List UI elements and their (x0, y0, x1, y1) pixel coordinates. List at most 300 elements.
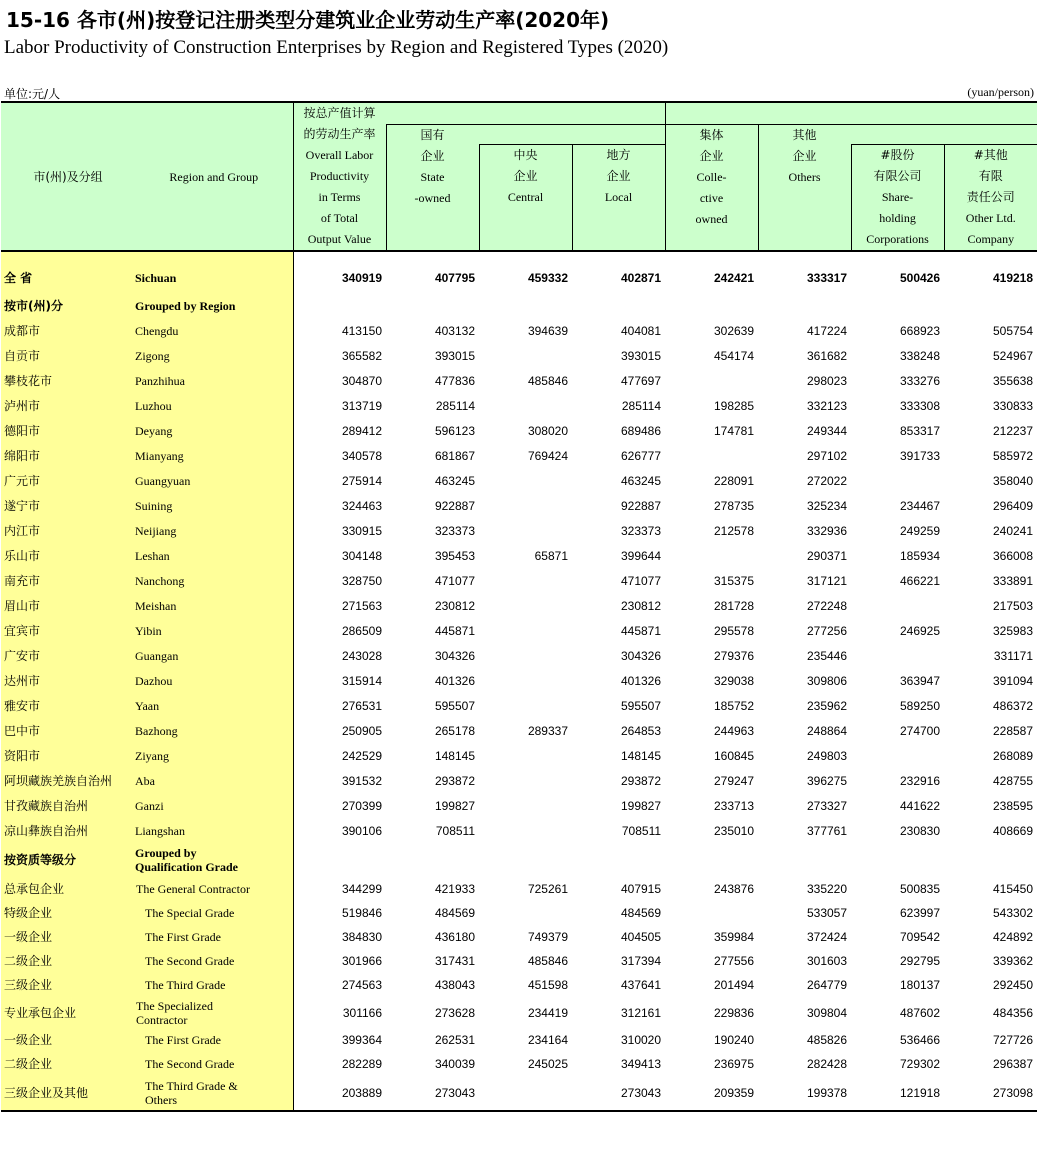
table-cell: 273043 (386, 1076, 479, 1111)
table-cell: 363947 (899, 673, 941, 688)
table-cell: 441622 (899, 798, 941, 813)
table-cell: 325234 (806, 498, 848, 513)
row-label-cn: 广安市 (1, 643, 135, 668)
table-cell: 199827 (434, 798, 475, 813)
table-cell: 209359 (665, 1076, 758, 1111)
table-cell: 330915 (341, 523, 382, 538)
table-cell: 451598 (527, 978, 568, 992)
header-collective: 集体 企业 Colle- ctive owned (665, 125, 758, 252)
table-cell: 281728 (713, 598, 755, 613)
row-label-en (135, 593, 293, 618)
table-cell: 198285 (713, 398, 755, 413)
table-cell: 304326 (434, 648, 475, 663)
table-cell: 477836 (434, 373, 475, 388)
table-cell: 317394 (620, 954, 662, 968)
table-cell: 596123 (434, 423, 475, 438)
table-row (1, 793, 1037, 818)
table-cell: 401326 (620, 673, 662, 688)
table-cell: 355638 (992, 373, 1034, 388)
row-label-en (135, 818, 293, 843)
table-cell: 262531 (434, 1033, 475, 1047)
table-cell: 249344 (806, 423, 848, 438)
row-label-cn: 甘孜藏族自治州 (1, 793, 135, 818)
table-row (1, 493, 1037, 518)
table-cell: 749379 (527, 930, 568, 944)
table-cell: 325983 (992, 623, 1034, 638)
table-cell: 454174 (713, 348, 755, 363)
table-cell: 393015 (620, 348, 662, 363)
table-cell: 228587 (992, 723, 1034, 738)
row-label-en-text: Panzhihua (135, 373, 185, 388)
table-title-cn: 15-16 各市(州)按登记注册类型分建筑业企业劳动生产率(2020年) (6, 8, 610, 32)
table-cell: 272022 (806, 473, 848, 488)
table-cell: 293872 (434, 773, 475, 788)
table-cell: 271563 (341, 598, 382, 613)
table-cell: 233713 (713, 798, 755, 813)
table-row (1, 1028, 1037, 1052)
table-cell: 199378 (758, 1076, 851, 1111)
row-label-cn: 专业承包企业 (1, 997, 135, 1028)
table-cell: 333891 (992, 573, 1034, 588)
row-label-cn: 全 省 (1, 262, 135, 293)
row-label-en (135, 973, 293, 997)
table-cell: 708511 (435, 823, 475, 838)
row-label-en-text: Zigong (135, 348, 170, 363)
row-label-cn: 雅安市 (1, 693, 135, 718)
table-cell: 404081 (620, 323, 662, 338)
table-cell: 595507 (434, 698, 475, 713)
row-label-cn: 绵阳市 (1, 443, 135, 468)
table-cell: 331171 (993, 648, 1034, 663)
row-label-en (135, 693, 293, 718)
table-row (1, 997, 1037, 1028)
row-label-cn: 总承包企业 (1, 877, 135, 901)
row-label-en (135, 518, 293, 543)
row-label-cn: 按资质等级分 (1, 843, 135, 877)
row-label-cn: 阿坝藏族羌族自治州 (1, 768, 135, 793)
spacer-row (1, 251, 1037, 262)
table-cell: 293872 (620, 773, 662, 788)
row-label-en-text: The First Grade (145, 1033, 221, 1047)
row-label-cn: 三级企业 (1, 973, 135, 997)
table-cell: 244963 (713, 723, 755, 738)
header-state-owned: 国有 企业 State -owned (386, 125, 479, 252)
table-row (1, 768, 1037, 793)
row-label-en-text: Guangan (135, 648, 179, 663)
table-cell: 365582 (341, 348, 382, 363)
table-cell (944, 843, 1037, 877)
row-label-en-text: Grouped by Region (135, 298, 236, 313)
table-cell: 277256 (806, 623, 848, 638)
table-cell: 417224 (806, 323, 848, 338)
table-cell: 689486 (620, 423, 662, 438)
table-cell: 395453 (434, 548, 475, 563)
table-cell: 289337 (527, 723, 568, 738)
row-label-en-text: Dazhou (135, 673, 173, 688)
table-cell: 201494 (713, 978, 755, 992)
table-cell: 238595 (992, 798, 1034, 813)
table-cell (479, 468, 572, 493)
row-label-en-text: Chengdu (135, 323, 179, 338)
row-label-en-text: The Special Grade (145, 906, 235, 920)
table-cell (479, 593, 572, 618)
header-others: 其他 企业 Others (758, 125, 851, 252)
table-cell: 769424 (527, 448, 568, 463)
row-label-en-text: The Specialized Contractor (136, 998, 213, 1027)
table-cell: 272248 (806, 598, 848, 613)
table-cell: 338248 (899, 348, 941, 363)
table-row (1, 543, 1037, 568)
row-label-en-text: The First Grade (145, 930, 221, 944)
table-cell: 270399 (341, 798, 382, 813)
table-cell: 304326 (620, 648, 662, 663)
table-cell: 279376 (713, 648, 755, 663)
table-cell: 249803 (806, 748, 848, 763)
table-row (1, 1052, 1037, 1076)
unit-label-cn: 单位:元/人 (4, 87, 61, 101)
table-cell: 524967 (992, 348, 1034, 363)
row-label-cn: 凉山彝族自治州 (1, 818, 135, 843)
table-row (1, 643, 1037, 668)
row-label-cn: 广元市 (1, 468, 135, 493)
table-cell: 485846 (527, 373, 568, 388)
table-cell: 709542 (899, 930, 941, 944)
row-label-en-text: The Third Grade (145, 978, 226, 992)
table-row (1, 1076, 1037, 1111)
table-cell: 424892 (992, 930, 1034, 944)
table-cell: 309806 (806, 673, 848, 688)
table-row (1, 418, 1037, 443)
table-cell: 273043 (572, 1076, 665, 1111)
table-cell: 249259 (899, 523, 941, 538)
table-cell: 315375 (713, 573, 755, 588)
table-cell: 384830 (341, 930, 382, 944)
row-label-en (135, 293, 293, 318)
table-cell (851, 743, 944, 768)
table-cell (944, 293, 1037, 318)
header-region-en: Region and Group (135, 102, 293, 251)
table-row (1, 973, 1037, 997)
table-cell: 317431 (434, 954, 475, 968)
table-cell: 302639 (713, 323, 755, 338)
table-cell (479, 901, 572, 925)
table-cell: 377761 (806, 823, 848, 838)
header-state-sub-band (479, 125, 665, 145)
table-cell (479, 493, 572, 518)
table-cell: 333317 (806, 270, 848, 285)
table-cell: 230812 (434, 598, 475, 613)
table-cell: 289412 (341, 423, 382, 438)
row-label-en-text: Luzhou (135, 398, 172, 413)
table-cell: 235962 (806, 698, 848, 713)
table-cell: 727726 (992, 1033, 1034, 1047)
table-cell: 236975 (713, 1057, 755, 1071)
table-cell: 304148 (341, 548, 382, 563)
table-cell: 235446 (806, 648, 848, 663)
table-cell (386, 293, 479, 318)
table-cell: 248864 (806, 723, 848, 738)
table-cell: 463245 (620, 473, 662, 488)
row-label-en (135, 793, 293, 818)
table-cell: 242529 (341, 748, 382, 763)
table-cell: 235010 (713, 823, 755, 838)
productivity-table (1, 101, 1037, 1112)
header-others-sub-band (851, 125, 1037, 145)
row-label-en-text: Yaan (135, 698, 160, 713)
table-cell (665, 443, 758, 468)
table-cell: 484356 (992, 1005, 1034, 1020)
table-header (1, 102, 1037, 251)
header-shareholding: #股份 有限公司 Share- holding Corporations (851, 145, 944, 252)
table-cell: 407915 (620, 882, 662, 896)
table-cell (665, 368, 758, 393)
table-cell (386, 843, 479, 877)
table-cell: 275914 (341, 473, 382, 488)
row-label-cn: 南充市 (1, 568, 135, 593)
row-label-en-text: The Second Grade (145, 954, 235, 968)
table-cell (479, 518, 572, 543)
table-cell: 65871 (534, 548, 568, 563)
table-cell: 234419 (527, 1005, 568, 1020)
table-cell: 340919 (341, 270, 382, 285)
table-cell: 232916 (899, 773, 941, 788)
table-cell (479, 818, 572, 843)
table-cell: 190240 (713, 1033, 755, 1047)
header-local: 地方 企业 Local (572, 145, 665, 252)
table-cell: 428755 (992, 773, 1034, 788)
table-cell: 273327 (806, 798, 848, 813)
unit-label-en: (yuan/person) (967, 85, 1034, 99)
row-label-en-text: Sichuan (135, 270, 177, 285)
table-cell: 533057 (806, 906, 848, 920)
table-cell: 273098 (944, 1076, 1037, 1111)
table-cell (479, 643, 572, 668)
table-cell: 500426 (899, 270, 941, 285)
table-cell: 437641 (620, 978, 662, 992)
table-cell: 174781 (713, 423, 755, 438)
table-row (1, 668, 1037, 693)
table-cell: 230812 (620, 598, 662, 613)
row-label-cn: 乐山市 (1, 543, 135, 568)
table-cell: 407795 (434, 270, 475, 285)
table-cell: 245025 (527, 1057, 568, 1071)
table-cell: 298023 (806, 373, 848, 388)
row-label-en (135, 443, 293, 468)
row-label-en-text: The General Contractor (136, 882, 250, 896)
table-cell (665, 901, 758, 925)
table-cell: 922887 (620, 498, 662, 513)
row-label-en (135, 768, 293, 793)
table-cell: 160845 (713, 748, 755, 763)
table-cell: 264853 (620, 723, 662, 738)
table-cell: 203889 (293, 1076, 386, 1111)
row-label-en-text: Deyang (135, 423, 173, 438)
table-cell (479, 293, 572, 318)
table-cell: 519846 (341, 906, 382, 920)
table-cell: 413150 (341, 323, 382, 338)
table-cell: 301166 (342, 1005, 382, 1020)
table-cell: 438043 (434, 978, 475, 992)
row-label-cn: 达州市 (1, 668, 135, 693)
table-cell: 279247 (713, 773, 755, 788)
table-cell: 585972 (992, 448, 1034, 463)
row-label-en (135, 843, 293, 877)
table-cell: 304870 (341, 373, 382, 388)
table-cell: 268089 (992, 748, 1034, 763)
table-cell (851, 293, 944, 318)
table-cell: 282289 (341, 1057, 382, 1071)
row-label-cn: 三级企业及其他 (1, 1076, 135, 1111)
table-row (1, 693, 1037, 718)
table-cell: 329038 (713, 673, 755, 688)
table-cell: 399364 (341, 1033, 382, 1047)
table-row (1, 262, 1037, 293)
table-row (1, 818, 1037, 843)
row-label-en (135, 718, 293, 743)
row-label-cn: 遂宁市 (1, 493, 135, 518)
table-cell: 399644 (620, 548, 662, 563)
table-row (1, 843, 1037, 877)
row-label-cn: 眉山市 (1, 593, 135, 618)
table-cell (758, 293, 851, 318)
table-cell: 543302 (992, 906, 1034, 920)
table-cell: 589250 (899, 698, 941, 713)
table-title-en: Labor Productivity of Construction Enterprises by Region and Registered Types (2020) (4, 37, 669, 58)
row-label-en (135, 1052, 293, 1076)
table-cell: 668923 (899, 323, 941, 338)
header-overall: 按总产值计算 的劳动生产率 Overall Labor Productivity in Terms of Total Output Value (293, 102, 386, 251)
table-cell: 246925 (899, 623, 941, 638)
table-cell: 264779 (806, 978, 848, 992)
table-cell: 408669 (992, 823, 1034, 838)
table-row (1, 901, 1037, 925)
table-cell: 212578 (713, 523, 755, 538)
table-cell: 366008 (992, 548, 1034, 563)
row-label-cn: 自贡市 (1, 343, 135, 368)
row-label-en (135, 543, 293, 568)
table-cell: 402871 (620, 270, 662, 285)
table-cell: 391532 (341, 773, 382, 788)
table-cell: 313719 (341, 398, 382, 413)
table-cell: 333276 (899, 373, 941, 388)
table-cell: 296409 (992, 498, 1034, 513)
table-cell: 349413 (620, 1057, 662, 1071)
table-cell (479, 768, 572, 793)
table-cell: 328750 (341, 573, 382, 588)
table-cell (851, 643, 944, 668)
table-cell (479, 743, 572, 768)
row-label-en-text: Nanchong (135, 573, 185, 588)
header-other-ltd: #其他 有限 责任公司 Other Ltd. Company (944, 145, 1037, 252)
header-top-band-right (665, 102, 1037, 125)
table-cell: 421933 (434, 882, 475, 896)
table-cell: 339362 (992, 954, 1034, 968)
table-cell (479, 393, 572, 418)
table-cell: 415450 (992, 882, 1034, 896)
table-cell: 471077 (620, 573, 662, 588)
table-cell: 391094 (992, 673, 1034, 688)
table-cell: 282428 (806, 1057, 848, 1071)
row-label-cn: 宜宾市 (1, 618, 135, 643)
row-label-en (135, 743, 293, 768)
table-cell: 310020 (620, 1033, 662, 1047)
table-cell: 243028 (341, 648, 382, 663)
table-cell: 277556 (713, 954, 755, 968)
row-label-cn: 二级企业 (1, 949, 135, 973)
row-label-cn: 特级企业 (1, 901, 135, 925)
table-row (1, 718, 1037, 743)
table-row (1, 318, 1037, 343)
table-cell: 234164 (527, 1033, 568, 1047)
table-cell (479, 668, 572, 693)
row-label-en (135, 1076, 293, 1111)
row-label-en (135, 668, 293, 693)
row-label-en-text: The Third Grade & Others (145, 1079, 238, 1107)
row-label-en (135, 618, 293, 643)
table-cell: 922887 (434, 498, 475, 513)
table-cell: 359984 (713, 930, 755, 944)
table-row (1, 568, 1037, 593)
table-cell (293, 843, 386, 877)
table-cell: 296387 (992, 1057, 1034, 1071)
table-cell: 185934 (899, 548, 941, 563)
table-cell: 295578 (713, 623, 755, 638)
table-cell (479, 618, 572, 643)
row-label-en (135, 262, 293, 293)
table-row (1, 443, 1037, 468)
table-body (1, 251, 1037, 1111)
table-cell: 626777 (620, 448, 662, 463)
table-cell: 404505 (620, 930, 662, 944)
row-label-cn: 成都市 (1, 318, 135, 343)
table-cell: 477697 (620, 373, 662, 388)
table-cell: 312161 (620, 1005, 662, 1020)
table-cell: 401326 (434, 673, 475, 688)
table-cell: 290371 (806, 548, 848, 563)
table-cell (851, 468, 944, 493)
table-row (1, 925, 1037, 949)
table-cell: 148145 (620, 748, 662, 763)
table-cell: 463245 (434, 473, 475, 488)
table-cell: 229836 (713, 1005, 755, 1020)
table-cell: 323373 (620, 523, 662, 538)
row-label-en-text: Ziyang (135, 748, 169, 763)
table-cell (293, 293, 386, 318)
table-cell: 393015 (434, 348, 475, 363)
table-cell: 217503 (992, 598, 1034, 613)
row-label-en (135, 997, 293, 1028)
table-cell: 285114 (621, 398, 662, 413)
row-label-cn: 一级企业 (1, 1028, 135, 1052)
table-cell: 332936 (806, 523, 848, 538)
table-cell (479, 343, 572, 368)
row-label-cn: 一级企业 (1, 925, 135, 949)
row-label-en-text: Grouped by Qualification Grade (135, 846, 238, 874)
table-cell: 240241 (992, 523, 1034, 538)
table-cell: 323373 (434, 523, 475, 538)
table-row (1, 877, 1037, 901)
table-cell: 230830 (899, 823, 941, 838)
table-cell: 486372 (992, 698, 1034, 713)
table-cell: 536466 (899, 1033, 941, 1047)
table-cell (572, 293, 665, 318)
table-cell: 340578 (341, 448, 382, 463)
header-region-cn: 市(州)及分组 (1, 102, 135, 251)
table-cell: 278735 (713, 498, 755, 513)
table-cell (479, 1076, 572, 1111)
table-cell: 285114 (435, 398, 475, 413)
table-cell: 273628 (434, 1005, 475, 1020)
